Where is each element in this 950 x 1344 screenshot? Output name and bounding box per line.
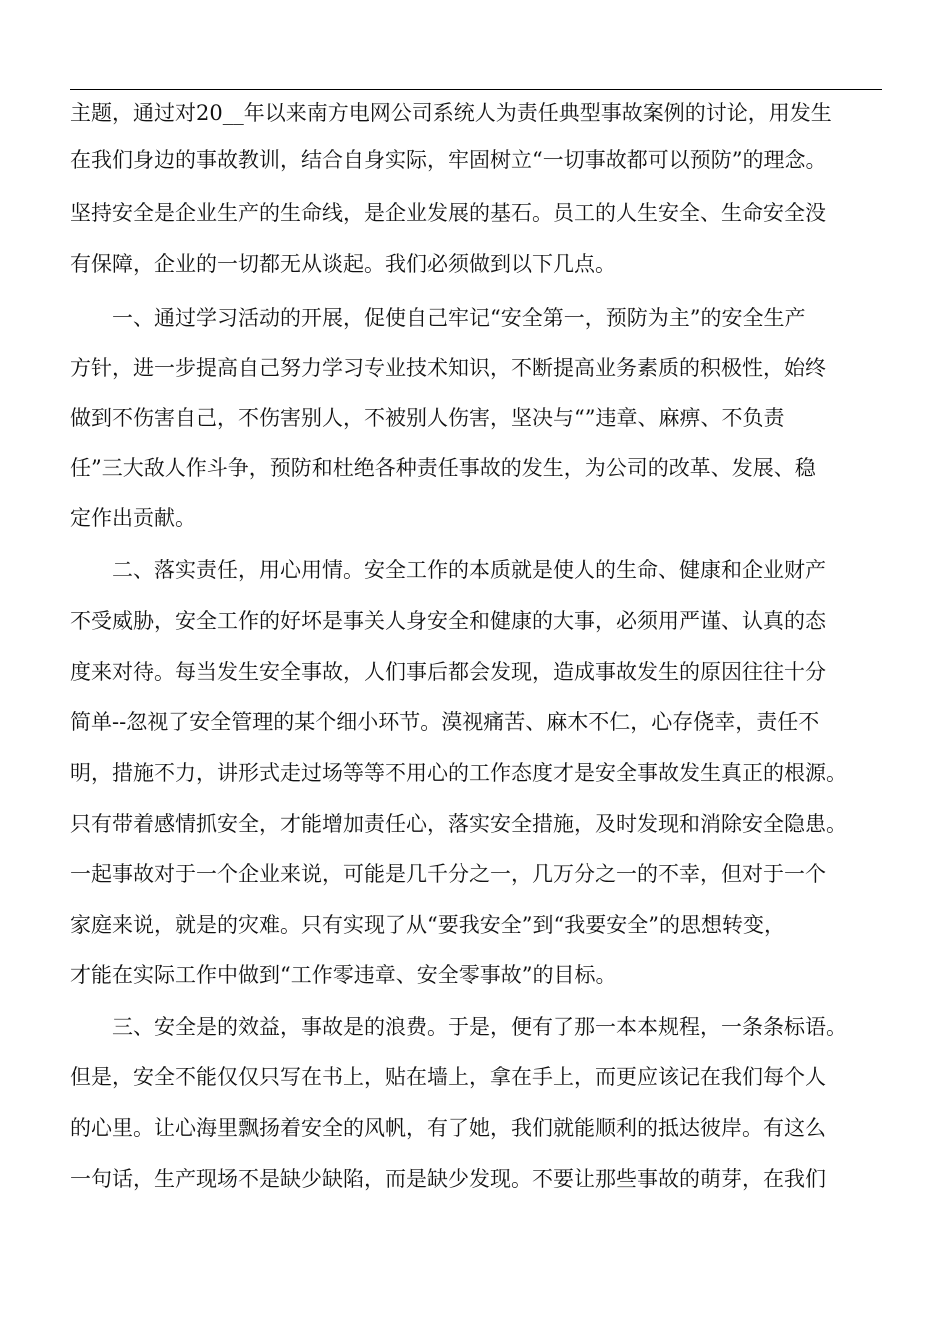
text-line: 但是，安全不能仅仅只写在书上，贴在墙上，拿在手上，而更应该记在我们每个人 xyxy=(70,1065,826,1089)
text-line: 做到不伤害自己，不伤害别人，不被别人伤害，坚决与“”违章、麻痹、不负责 xyxy=(70,406,785,430)
text-line: 的心里。让心海里飘扬着安全的风帆，有了她，我们就能顺利的抵达彼岸。有这么 xyxy=(70,1116,826,1140)
text-line: 一句话，生产现场不是缺少缺陷，而是缺少发现。不要让那些事故的萌芽，在我们 xyxy=(70,1167,826,1191)
text-line: 家庭来说，就是的灾难。只有实现了从“要我安全”到“我要安全”的思想转变， xyxy=(70,913,785,937)
text-line: 才能在实际工作中做到“工作零违章、安全零事故”的目标。 xyxy=(70,963,617,987)
text-line: 坚持安全是企业生产的生命线，是企业发展的基石。员工的人生安全、生命安全没 xyxy=(70,201,826,225)
text-line: 简单--忽视了安全管理的某个细小环节。漠视痛苦、麻木不仁，心存侥幸，责任不 xyxy=(70,710,820,734)
text-line: 一、通过学习活动的开展，促使自己牢记“安全第一，预防为主”的安全生产 xyxy=(112,306,806,330)
text-line: 明，措施不力，讲形式走过场等等不用心的工作态度才是安全事故发生真正的根源。 xyxy=(70,761,847,785)
text-line: 有保障，企业的一切都无从谈起。我们必须做到以下几点。 xyxy=(70,252,616,276)
text-line: 一起事故对于一个企业来说，可能是几千分之一，几万分之一的不幸，但对于一个 xyxy=(70,862,826,886)
text-line: 三、安全是的效益，事故是的浪费。于是，便有了那一本本规程，一条条标语。 xyxy=(112,1015,847,1039)
text-line: 在我们身边的事故教训，结合自身实际，牢固树立“一切事故都可以预防”的理念。 xyxy=(70,148,827,172)
text-line: 定作出贡献。 xyxy=(70,506,196,530)
text-line: 方针，进一步提高自己努力学习专业技术知识，不断提高业务素质的积极性，始终 xyxy=(70,356,826,380)
text-line: 不受威胁，安全工作的好坏是事关人身安全和健康的大事，必须用严谨、认真的态 xyxy=(70,609,826,633)
header-rule xyxy=(70,89,882,90)
text-line: 任”三大敌人作斗争，预防和杜绝各种责任事故的发生，为公司的改革、发展、稳 xyxy=(70,456,816,480)
text-line: 二、落实责任，用心用情。安全工作的本质就是使人的生命、健康和企业财产 xyxy=(112,558,826,582)
text-line: 主题，通过对20__年以来南方电网公司系统人为责任典型事故案例的讨论，用发生 xyxy=(70,101,832,125)
text-line: 只有带着感情抓安全，才能增加责任心，落实安全措施，及时发现和消除安全隐患。 xyxy=(70,812,847,836)
text-line: 度来对待。每当发生安全事故，人们事后都会发现，造成事故发生的原因往往十分 xyxy=(70,660,826,684)
